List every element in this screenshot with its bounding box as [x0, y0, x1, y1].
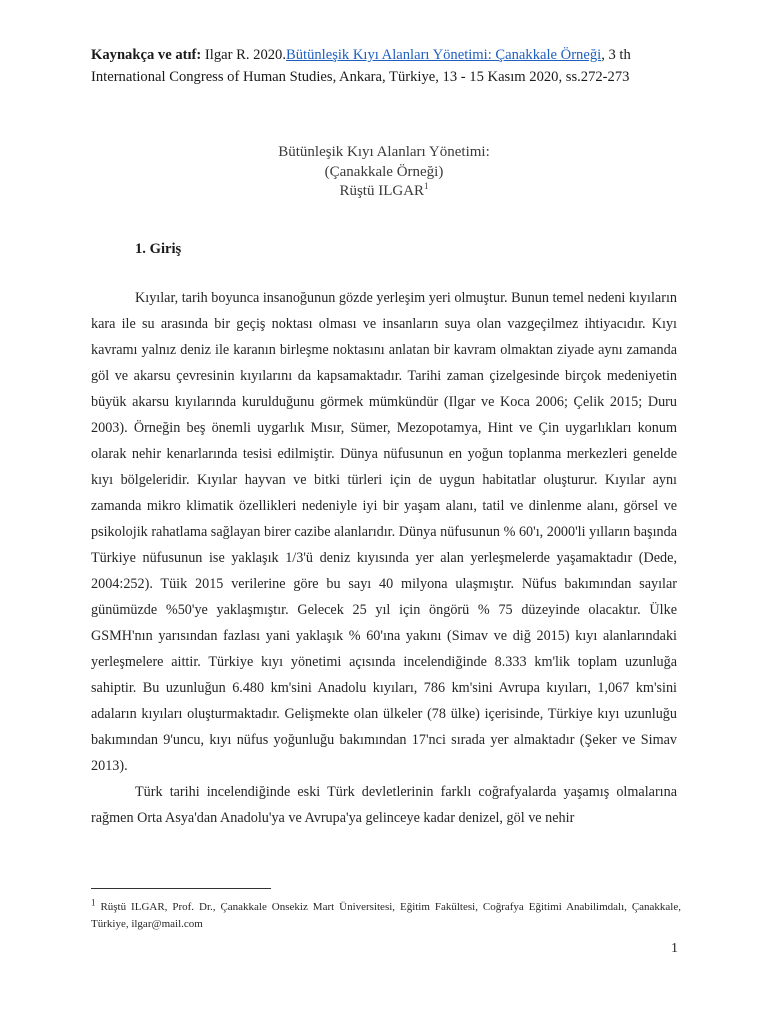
page-number: 1 — [671, 941, 678, 956]
citation — [91, 44, 691, 88]
author-footnote-marker[interactable]: 1 — [424, 181, 429, 191]
citation-authors: Ilgar R. 2020. — [201, 47, 286, 63]
paragraph-1: Kıyılar, tarih boyunca insanoğunun gözde yerleşim yeri olmuştur. Bunun temel nedeni kıyıların kara ile su arasında bir geçiş noktası olması ve insanların suya olan vazgeçilmez ihtiyacıdır. Kıyı kavramı yalnız deniz ile karanın birleşme noktasını anlatan bir kavram olmaktan ziyade aynı zamanda göl ve akarsu çevresinin kıyılarını da kapsamaktadır. Tarihi zaman çizelgesinde birçok medeniyetin büyük akarsu kıyılarında kurulduğunu görmek mümkündür (Ilgar ve Koca 2006; Çelik 2015; Duru 2003). Örneğin beş önemli uygarlık Mısır, Sümer, Mezopotamya, Hint ve Çin uygarlıkları konum olarak nehir kenarlarında tesisi edilmiştir. Dünya nüfusunun en yoğun toplanma merkezleri genelde kıyı bölgeleridir. Kıyılar hayvan ve bitki türleri için de uygun habitatlar oluşturur. Kıyılar aynı zamanda mikro klimatik özellikleri nedeniyle iyi bir yaşam alanı, tatil ve dinlenme alanı, görsel ve psikolojik rahatlama sağlayan birer cazibe alanlarıdır. Dünya nüfusunun % 60'ı, 2000'li yılların başında Türkiye nüfusunun ise yaklaşık 1/3'ü deniz kıyısında yer alan yerleşmelerde yaşamaktadır (Dede, 2004:252). Tüik 2015 verilerine göre bu sayı 40 milyona ulaşmıştır. Nüfus bakımından sayılar günümüzde %50'ye yaklaşmıştır. Gelecek 25 yıl için öngörü % 75 düzeyinde olacaktır. Ülke GSMH'nın yarısından fazlası yani yaklaşık % 60'ına yakını (Simav ve diğ 2015) kıyı alanlarındaki yerleşmelere aittir. Türkiye kıyı yönetimi açısında incelendiğinde 8.333 km'lik toplam uzunluğa sahiptir. Bu uzunluğun 6.480 km'sini Anadolu kıyıları, 786 km'sini Avrupa kıyıları, 1,067 km'sini adaların kıyıları oluşturmaktadır. Gelişmekte olan ülkeler (78 ülke) içerisinde, Türkiye kıyı uzunluğu bakımından 9'uncu, kıyı nüfus yoğunluğu bakımından 17'nci sırada yer almaktadır (Şeker ve Simav 2013). — [91, 290, 677, 774]
paper-author — [91, 182, 677, 202]
author-name: Rüştü ILGAR — [339, 183, 425, 199]
citation-details: , 3 th International Congress of Human Studies, Ankara, Türkiye, 13 - 15 Kasım 2020, ss.272-273 — [91, 47, 631, 85]
section-heading: 1. Giriş — [135, 241, 182, 257]
footnote — [91, 899, 681, 933]
paragraph-2: Türk tarihi incelendiğinde eski Türk devletlerinin farklı coğrafyalarda yaşamış olmalarına rağmen Orta Asya'dan Anadolu'ya ve Avrupa'ya gelinceye kadar denizel, göl ve nehir — [91, 784, 677, 826]
footnote-marker: 1 — [91, 897, 96, 908]
footnote-divider — [91, 888, 271, 889]
paper-title-block — [91, 143, 677, 202]
footnote-text: Rüştü ILGAR, Prof. Dr., Çanakkale Onsekiz Mart Üniversitesi, Eğitim Fakültesi, Coğrafya Eğitimi Anabilimdalı, Çanakkale, Türkiye, ilgar@mail.com — [91, 901, 681, 930]
citation-lead: Kaynakça ve atıf: — [91, 47, 202, 63]
body-text — [91, 285, 677, 831]
citation-title-link[interactable]: Bütünleşik Kıyı Alanları Yönetimi: Çanakkale Örneği — [285, 47, 602, 63]
paper-title: Bütünleşik Kıyı Alanları Yönetimi: — [278, 144, 490, 160]
paper-subtitle: (Çanakkale Örneği) — [324, 163, 444, 180]
